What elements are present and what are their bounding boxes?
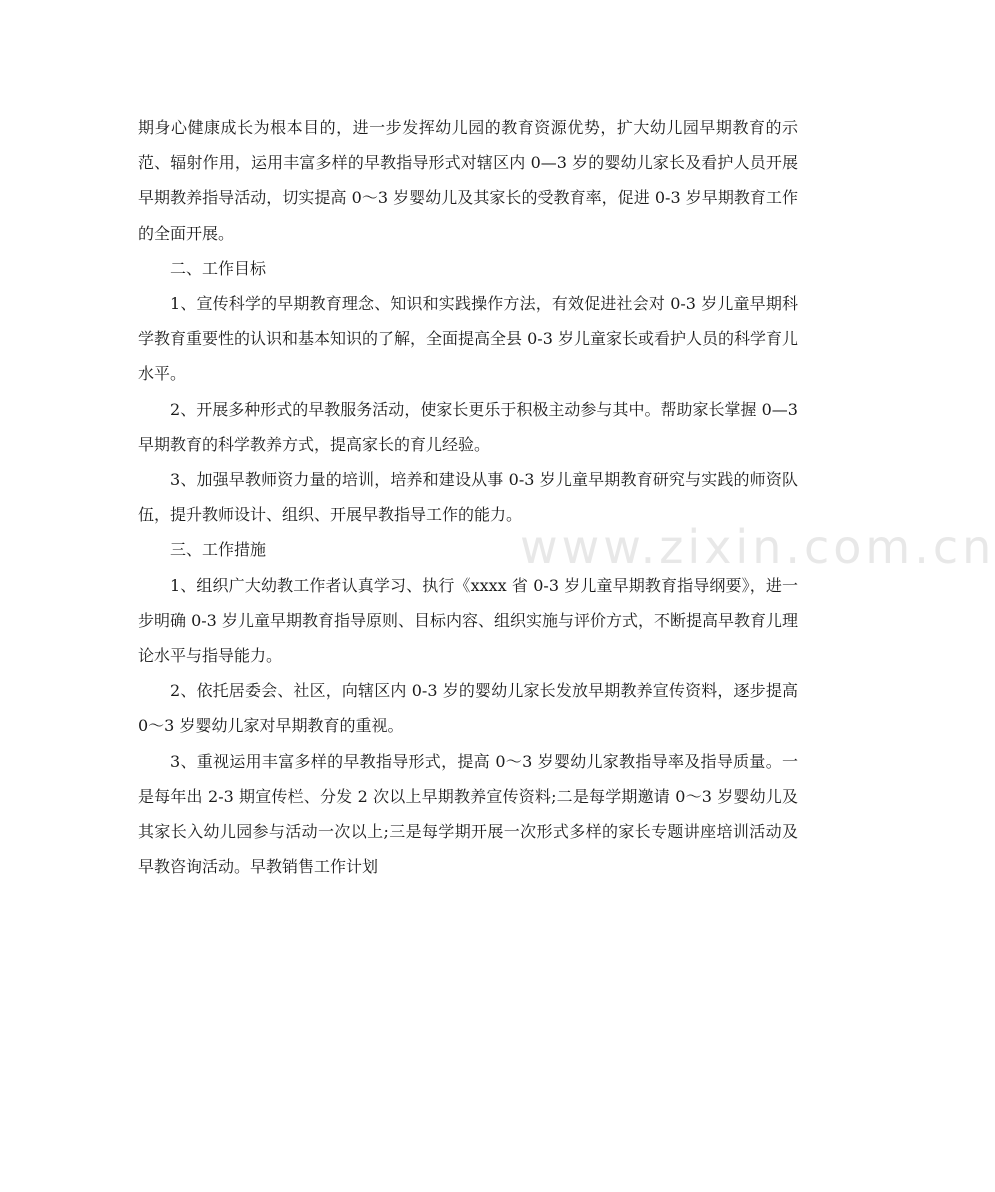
paragraph: 1、宣传科学的早期教育理念、知识和实践操作方法，有效促进社会对 0-3 岁儿童早期科学教育重要性的认识和基本知识的了解，全面提高全县 0-3 岁儿童家长或看护人员的科学育儿水平。 (138, 294, 798, 384)
paragraph: 3、加强早教师资力量的培训，培养和建设从事 0-3 岁儿童早期教育研究与实践的师资队伍，提升教师设计、组织、开展早教指导工作的能力。 (138, 470, 798, 525)
document-body (138, 110, 798, 884)
paragraph: 2、开展多种形式的早教服务活动，使家长更乐于积极主动参与其中。帮助家长掌握 0—3 早期教育的科学教养方式，提高家长的育儿经验。 (138, 399, 798, 454)
paragraph: 2、依托居委会、社区，向辖区内 0-3 岁的婴幼儿家长发放早期教养宣传资料，逐步提高 0～3 岁婴幼儿家对早期教育的重视。 (138, 681, 798, 736)
paragraph: 期身心健康成长为根本目的，进一步发挥幼儿园的教育资源优势，扩大幼儿园早期教育的示范、辐射作用，运用丰富多样的早教指导形式对辖区内 0—3 岁的婴幼儿家长及看护人员开展早期教养指导活动，切实提高 0～3 岁婴幼儿及其家长的受教育率，促进 0-3 岁早期教育工作的全面开展。 (138, 118, 798, 243)
paragraph: 三、工作措施 (170, 540, 267, 560)
watermark: www.zixin.com.cn (520, 520, 995, 574)
paragraph: 1、组织广大幼教工作者认真学习、执行《xxxx 省 0-3 岁儿童早期教育指导纲要》，进一步明确 0-3 岁儿童早期教育指导原则、目标内容、组织实施与评价方式，不断提高早教育儿理论水平与指导能力。 (138, 575, 798, 666)
paragraph: 3、重视运用丰富多样的早教指导形式，提高 0～3 岁婴幼儿家教指导率及指导质量。一是每年出 2-3 期宣传栏、分发 2 次以上早期教养宣传资料;二是每学期邀请 0～3 岁婴幼儿及其家长入幼儿园参与活动一次以上;三是每学期开展一次形式多样的家长专题讲座培训活动及早教咨询活动。早教销售工作计划 (138, 751, 798, 877)
paragraph: 二、工作目标 (170, 258, 267, 278)
